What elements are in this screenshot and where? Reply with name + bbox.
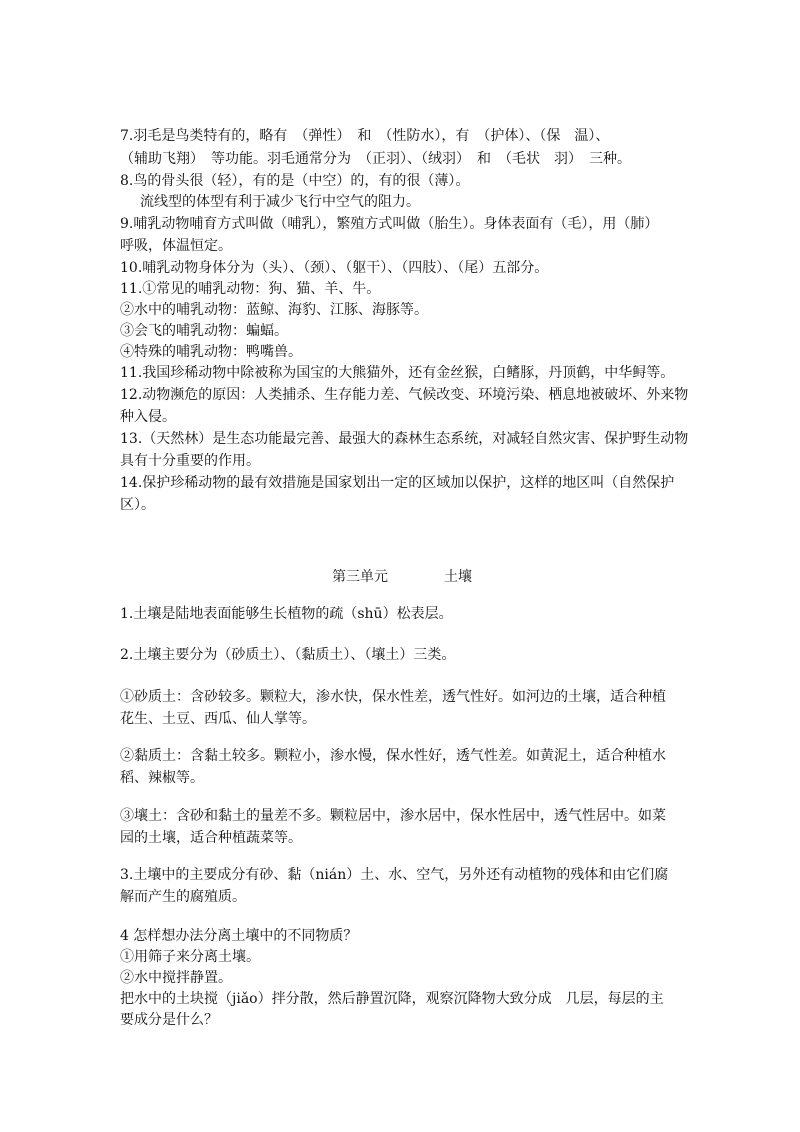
- text-line: 11.我国珍稀动物中除被称为国宝的大熊猫外，还有金丝猴，白鳍豚，丹顶鹤，中华鲟等。: [120, 365, 675, 381]
- text-line: 8.鸟的骨头很（轻），有的是（中空）的，有的很（薄）。: [120, 173, 470, 189]
- text-line: 种入侵。: [120, 409, 176, 425]
- text-line: 把水中的土块搅（jiǎo）拌分散，然后静置沉降，观察沉降物大致分成 几层，每层的主: [120, 991, 664, 1007]
- text-line: 12.动物濒危的原因：人类捕杀、生存能力差、气候改变、环境污染、栖息地被破坏、外来物: [120, 387, 689, 403]
- text-line: 4 怎样想办法分离土壤中的不同物质？: [120, 928, 358, 944]
- text-line: ②水中的哺乳动物：蓝鲸、海豹、江豚、海豚等。: [120, 302, 428, 318]
- text-line: ③会飞的哺乳动物：蝙蝠。: [120, 323, 288, 339]
- text-line: ④特殊的哺乳动物：鸭嘴兽。: [120, 344, 302, 360]
- text-line: 区）。: [120, 497, 155, 513]
- text-line: 花生、土豆、西瓜、仙人掌等。: [120, 711, 316, 727]
- text-line: 要成分是什么？: [120, 1012, 218, 1028]
- text-line: 园的土壤，适合种植蔬菜等。: [120, 830, 302, 846]
- text-line: ①砂质土：含砂较多。颗粒大，渗水快，保水性差，透气性好。如河边的土壤，适合种植: [120, 689, 666, 705]
- text-line: 14.保护珍稀动物的最有效措施是国家划出一定的区域加以保护，这样的地区叫（自然保护: [120, 475, 675, 491]
- text-line: 7.羽毛是鸟类特有的，略有 （弹性） 和 （性防水），有 （护体）、（保 温）、: [120, 128, 610, 144]
- text-line: 2.土壤主要分为（砂质土）、（黏质土）、（壤土）三类。: [120, 647, 456, 663]
- text-line: ②水中搅拌静置。: [120, 970, 232, 986]
- text-line: ②黏质土：含黏土较多。颗粒小，渗水慢，保水性好，透气性差。如黄泥土，适合种植水: [120, 748, 666, 764]
- text-line: ③壤土：含砂和黏土的量差不多。颗粒居中，渗水居中，保水性居中，透气性居中。如菜: [120, 808, 666, 824]
- text-line: 11.①常见的哺乳动物：狗、猫、羊、牛。: [120, 281, 381, 297]
- text-line: 1.土壤是陆地表面能够生长植物的疏（shū）松表层。: [120, 606, 453, 622]
- text-line: 具有十分重要的作用。: [120, 453, 260, 469]
- text-line: 呼吸，体温恒定。: [120, 238, 232, 254]
- text-line: 9.哺乳动物哺育方式叫做（哺乳），繁殖方式叫做（胎生）。身体表面有（毛），用（肺）: [120, 216, 659, 232]
- text-line: （辅助飞翔） 等功能。羽毛通常分为 （正羽）、（绒羽） 和 （毛状 羽） 三种。: [120, 151, 631, 167]
- text-line: 3.土壤中的主要成分有砂、黏（nián）土、水、空气，另外还有动植物的残体和由它们腐: [120, 867, 669, 883]
- text-line: 10.哺乳动物身体分为（头）、（颈）、（躯干）、（四肢）、（尾）五部分。: [120, 260, 549, 276]
- text-line: 稻、辣椒等。: [120, 770, 204, 786]
- text-line: 解而产生的腐殖质。: [120, 889, 246, 905]
- section-title: 第三单元 土壤: [332, 569, 472, 585]
- text-line: 13.（天然林）是生态功能最完善、最强大的森林生态系统，对减轻自然灾害、保护野生动物: [120, 431, 689, 447]
- text-line: ①用筛子来分离土壤。: [120, 949, 260, 965]
- text-line: 流线型的体型有利于减少飞行中空气的阻力。: [140, 194, 420, 210]
